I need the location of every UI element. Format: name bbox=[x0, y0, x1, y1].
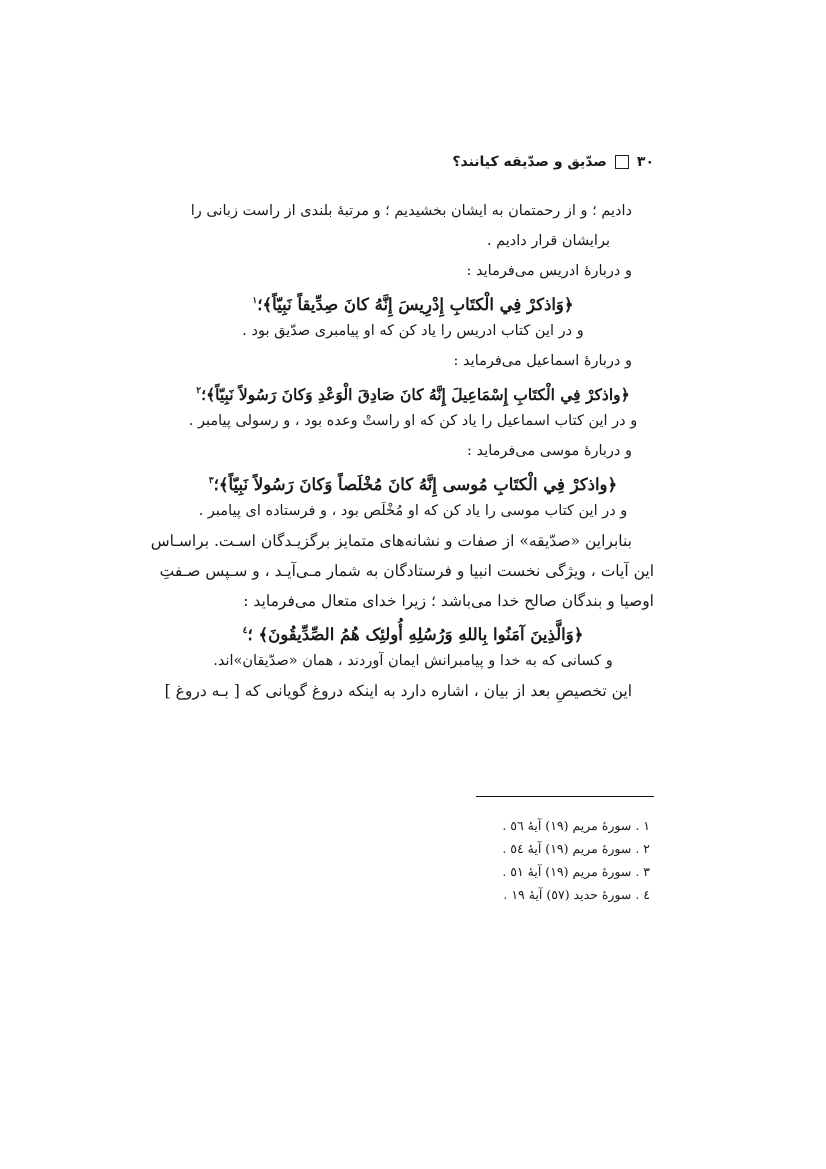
paragraph-line: اوصيا و بندگان صالح خدا می‌باشد ؛ زيرا خدای متعال می‌فرمايد : bbox=[243, 592, 654, 610]
footnotes bbox=[350, 814, 650, 906]
footnote: ۲ . سورهٔ مريم (۱۹) آيهٔ ٥٤ . bbox=[502, 841, 650, 856]
verse-text: ﴿وَالَّذِينَ آمَنُوا بِاللهِ وَرُسُلِهِ أُولئِک هُمُ الصِّدِّيقُونَ﴾ ؛ bbox=[247, 625, 584, 644]
chapter-title: صدّيق و صدّيقه کيانند؟ bbox=[452, 154, 607, 170]
paragraph-line: اين تخصيصِ بعد از بيان ، اشاره دارد به اينکه دروغ گويانی که [ بـه دروغ ] bbox=[164, 682, 632, 700]
footnote: ۳ . سورهٔ مريم (۱۹) آيهٔ ٥۱ . bbox=[502, 864, 650, 879]
running-header bbox=[452, 150, 654, 174]
paragraph-line: اين آيات ، ويژگی نخست انبيا و فرستادگان به شمار مـی‌آيـد ، و سـپس صـفتِ bbox=[159, 562, 654, 580]
text-line: داديم ؛ و از رحمتمان به ايشان بخشيديم ؛ و مرتبهٔ بلندی از راست زبانی را bbox=[190, 203, 632, 219]
quran-verse bbox=[172, 466, 654, 496]
text-line: و دربارهٔ ادريس می‌فرمايد : bbox=[466, 263, 632, 279]
footnote: ٤ . سورهٔ حديد (٥٧) آيهٔ ۱۹ . bbox=[503, 887, 650, 902]
text-line: و دربارهٔ موسی می‌فرمايد : bbox=[467, 443, 632, 459]
translation-line: و در اين کتاب اسماعيل را ياد کن که او راستْ وعده بود ، و رسولی پيامبر . bbox=[188, 413, 638, 429]
quran-verse bbox=[172, 376, 654, 406]
footnote-divider bbox=[476, 796, 654, 797]
footnote: ۱ . سورهٔ مريم (۱۹) آيهٔ ٥٦ . bbox=[502, 818, 650, 833]
square-bullet-icon bbox=[615, 155, 629, 169]
footnote-ref: ۳ bbox=[208, 476, 214, 486]
translation-line: و کسانی که به خدا و پيامبرانش ايمان آوردند ، همان «صدّيقان»اند. bbox=[213, 653, 613, 669]
quran-verse bbox=[172, 286, 654, 316]
footnote-ref: ۲ bbox=[196, 386, 202, 396]
page-number: ۳۰ bbox=[636, 154, 654, 170]
verse-text: ﴿وَاذكرْ فِي الْكتَابِ إِدْرِيسَ إِنَّهُ كانَ صِدِّيقاً نَبِيّاً﴾؛ bbox=[257, 295, 574, 314]
footnote-ref: ٤ bbox=[242, 626, 248, 636]
translation-line: و در اين کتاب ادريس را ياد کن که او پيامبری صدّيق بود . bbox=[242, 323, 584, 339]
footnote-ref: ۱ bbox=[252, 296, 258, 306]
translation-line: و در اين کتاب موسی را ياد کن که او مُخْلَص بود ، و فرستاده ای پيامبر . bbox=[198, 503, 628, 519]
paragraph-line: بنابراين «صدّيقه» از صفات و نشانه‌های متمايز برگزيـدگان اسـت. براسـاس bbox=[150, 532, 632, 550]
main-text bbox=[150, 196, 654, 706]
verse-text: ﴿واذكرْ فِي الْكتَابِ إِسْمَاعِيلَ إِنَّهُ كانَ صَادِقَ الْوَعْدِ وَكانَ رَسُولاً نَبِيّاً﴾؛ bbox=[201, 385, 630, 404]
verse-text: ﴿واذكرْ فِي الْكتَابِ مُوسى إِنَّهُ كانَ مُخْلَصاً وَكانَ رَسُولاً نَبِيّاً﴾؛ bbox=[213, 475, 618, 494]
text-line: برايشان قرار داديم . bbox=[486, 233, 610, 249]
quran-verse bbox=[172, 616, 654, 646]
text-line: و دربارهٔ اسماعيل می‌فرمايد : bbox=[453, 353, 632, 369]
